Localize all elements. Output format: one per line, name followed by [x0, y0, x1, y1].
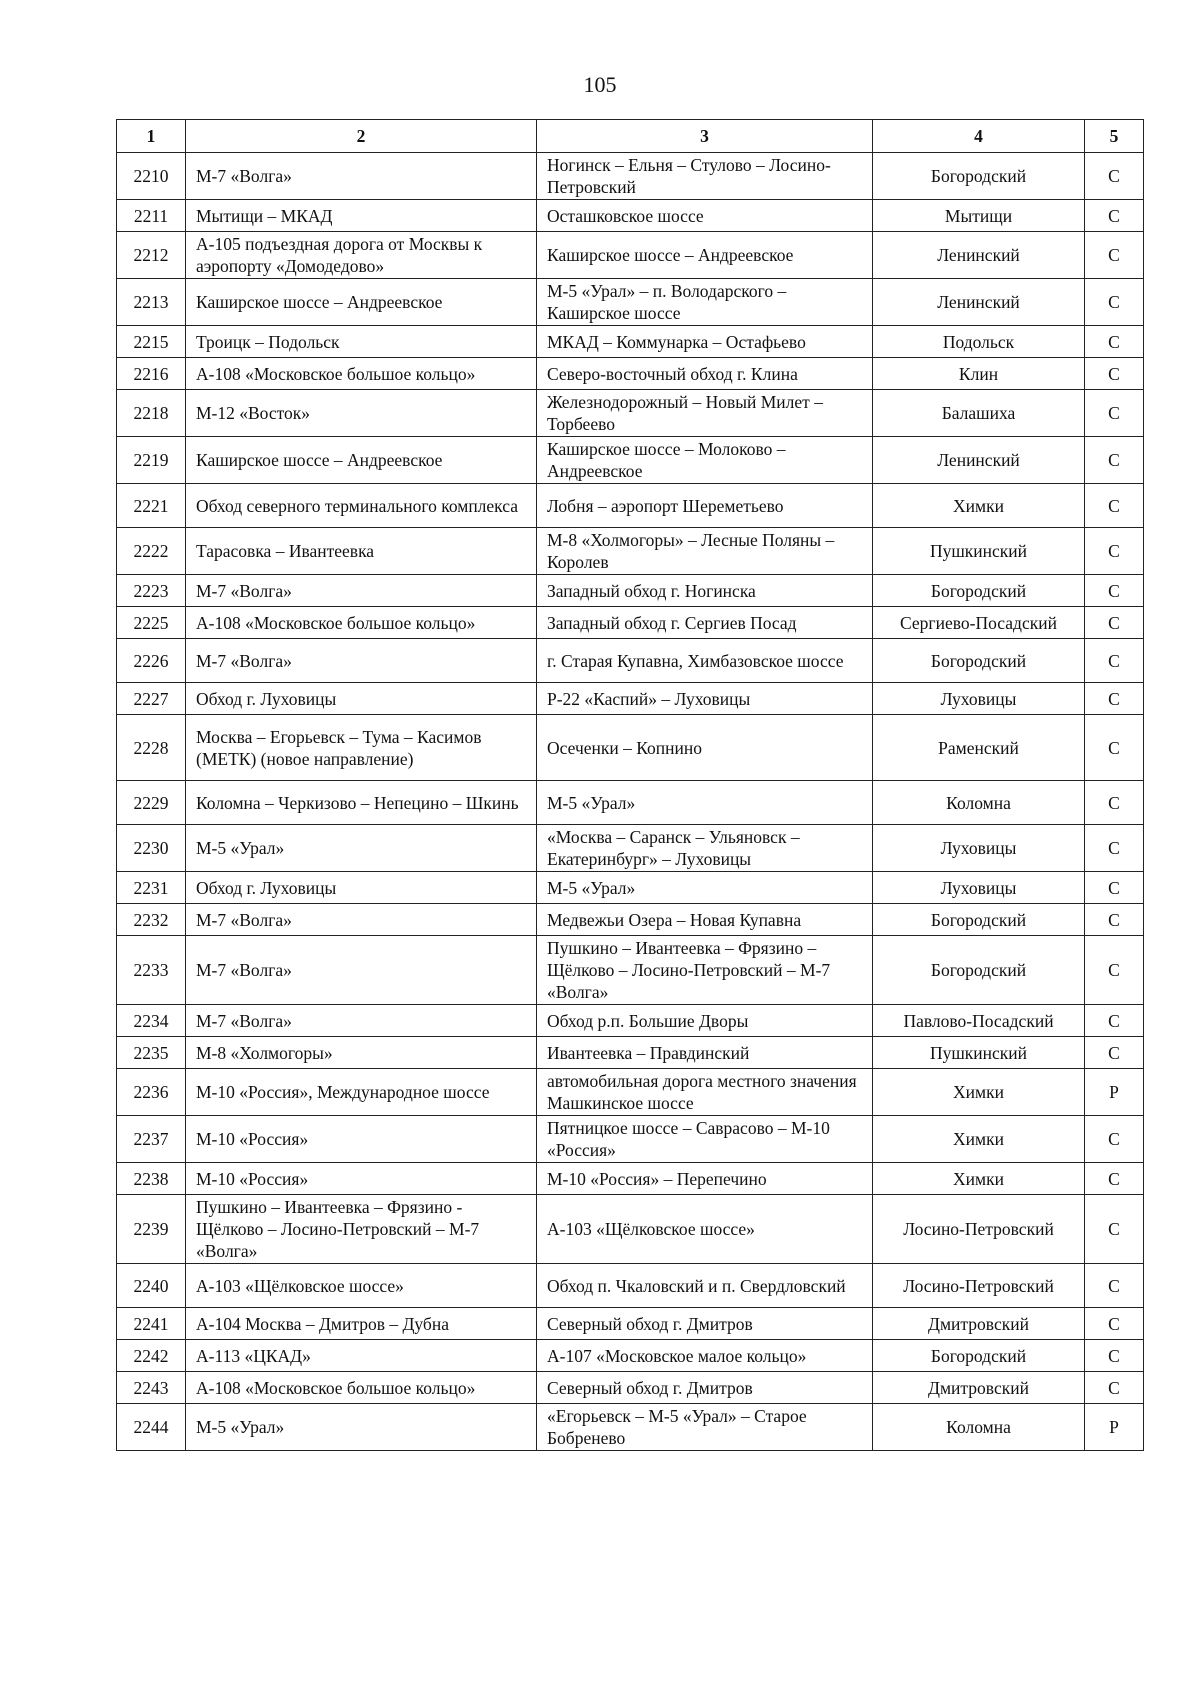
road-type: С: [1085, 683, 1144, 715]
road-name: М-5 «Урал»: [186, 1404, 537, 1451]
road-type: С: [1085, 484, 1144, 528]
road-name: Москва – Егорьевск – Тума – Касимов (МЕТК) (новое направление): [186, 715, 537, 781]
road-section: Северо-восточный обход г. Клина: [537, 358, 873, 390]
district-name: Мытищи: [873, 200, 1085, 232]
road-name: Обход северного терминального комплекса: [186, 484, 537, 528]
road-name: Троицк – Подольск: [186, 326, 537, 358]
road-type: Р: [1085, 1404, 1144, 1451]
table-row: [117, 639, 1144, 683]
column-header-1: 1: [117, 120, 186, 153]
road-section: Пятницкое шоссе – Саврасово – М-10 «Россия»: [537, 1116, 873, 1163]
table-header-row: [117, 120, 1144, 153]
district-name: Павлово-Посадский: [873, 1005, 1085, 1037]
table-row: [117, 326, 1144, 358]
table-row: [117, 232, 1144, 279]
table-row: [117, 1005, 1144, 1037]
row-number: 2218: [117, 390, 186, 437]
road-type: С: [1085, 1264, 1144, 1308]
row-number: 2242: [117, 1340, 186, 1372]
column-header-5: 5: [1085, 120, 1144, 153]
road-type: С: [1085, 936, 1144, 1005]
row-number: 2228: [117, 715, 186, 781]
road-section: М-5 «Урал»: [537, 781, 873, 825]
road-section: Осеченки – Копнино: [537, 715, 873, 781]
row-number: 2210: [117, 153, 186, 200]
page-number: 105: [583, 72, 617, 97]
row-number: 2237: [117, 1116, 186, 1163]
road-section: Медвежьи Озера – Новая Купавна: [537, 904, 873, 936]
road-type: С: [1085, 575, 1144, 607]
district-name: Луховицы: [873, 683, 1085, 715]
road-name: М-7 «Волга»: [186, 153, 537, 200]
road-section: Каширское шоссе – Молоково – Андреевское: [537, 437, 873, 484]
road-name: А-105 подъездная дорога от Москвы к аэропорту «Домодедово»: [186, 232, 537, 279]
road-type: С: [1085, 358, 1144, 390]
road-section: Железнодорожный – Новый Милет – Торбеево: [537, 390, 873, 437]
road-name: М-7 «Волга»: [186, 639, 537, 683]
road-section: Р-22 «Каспий» – Луховицы: [537, 683, 873, 715]
table-row: [117, 825, 1144, 872]
table-row: [117, 1308, 1144, 1340]
road-name: Обход г. Луховицы: [186, 683, 537, 715]
table-row: [117, 904, 1144, 936]
road-type: С: [1085, 279, 1144, 326]
road-name: М-5 «Урал»: [186, 825, 537, 872]
road-type: С: [1085, 390, 1144, 437]
table-row: [117, 1264, 1144, 1308]
row-number: 2216: [117, 358, 186, 390]
row-number: 2223: [117, 575, 186, 607]
road-section: автомобильная дорога местного значения Машкинское шоссе: [537, 1069, 873, 1116]
road-section: Обход п. Чкаловский и п. Свердловский: [537, 1264, 873, 1308]
column-header-3: 3: [537, 120, 873, 153]
road-name: М-10 «Россия»: [186, 1116, 537, 1163]
table-row: [117, 1069, 1144, 1116]
road-section: МКАД – Коммунарка – Остафьево: [537, 326, 873, 358]
road-section: А-107 «Московское малое кольцо»: [537, 1340, 873, 1372]
row-number: 2225: [117, 607, 186, 639]
district-name: Луховицы: [873, 872, 1085, 904]
district-name: Богородский: [873, 639, 1085, 683]
table-row: [117, 528, 1144, 575]
road-name: Мытищи – МКАД: [186, 200, 537, 232]
district-name: Химки: [873, 484, 1085, 528]
district-name: Богородский: [873, 1340, 1085, 1372]
road-section: «Москва – Саранск – Ульяновск – Екатеринбург» – Луховицы: [537, 825, 873, 872]
row-number: 2212: [117, 232, 186, 279]
table-row: [117, 358, 1144, 390]
row-number: 2232: [117, 904, 186, 936]
row-number: 2233: [117, 936, 186, 1005]
road-name: А-113 «ЦКАД»: [186, 1340, 537, 1372]
table-row: [117, 484, 1144, 528]
road-section: Пушкино – Ивантеевка – Фрязино – Щёлково – Лосино-Петровский – М-7 «Волга»: [537, 936, 873, 1005]
district-name: Богородский: [873, 904, 1085, 936]
road-section: М-5 «Урал» – п. Володарского – Каширское шоссе: [537, 279, 873, 326]
row-number: 2226: [117, 639, 186, 683]
road-type: С: [1085, 437, 1144, 484]
table-row: [117, 781, 1144, 825]
table-row: [117, 1163, 1144, 1195]
table-row: [117, 872, 1144, 904]
road-name: Каширское шоссе – Андреевское: [186, 437, 537, 484]
district-name: Богородский: [873, 575, 1085, 607]
table-row: [117, 936, 1144, 1005]
road-name: М-7 «Волга»: [186, 936, 537, 1005]
table-row: [117, 683, 1144, 715]
road-name: А-108 «Московское большое кольцо»: [186, 1372, 537, 1404]
road-section: М-8 «Холмогоры» – Лесные Поляны – Королев: [537, 528, 873, 575]
district-name: Пушкинский: [873, 528, 1085, 575]
district-name: Сергиево-Посадский: [873, 607, 1085, 639]
road-type: С: [1085, 825, 1144, 872]
row-number: 2235: [117, 1037, 186, 1069]
road-name: М-10 «Россия»: [186, 1163, 537, 1195]
road-section: Западный обход г. Сергиев Посад: [537, 607, 873, 639]
road-name: М-12 «Восток»: [186, 390, 537, 437]
road-type: С: [1085, 1340, 1144, 1372]
road-section: г. Старая Купавна, Химбазовское шоссе: [537, 639, 873, 683]
road-type: С: [1085, 200, 1144, 232]
road-type: С: [1085, 326, 1144, 358]
district-name: Богородский: [873, 936, 1085, 1005]
row-number: 2221: [117, 484, 186, 528]
road-type: С: [1085, 1372, 1144, 1404]
row-number: 2229: [117, 781, 186, 825]
road-name: М-7 «Волга»: [186, 1005, 537, 1037]
road-name: Пушкино – Ивантеевка – Фрязино - Щёлково – Лосино-Петровский – М-7 «Волга»: [186, 1195, 537, 1264]
district-name: Дмитровский: [873, 1372, 1085, 1404]
table-body: [117, 153, 1144, 1451]
road-name: А-104 Москва – Дмитров – Дубна: [186, 1308, 537, 1340]
district-name: Подольск: [873, 326, 1085, 358]
road-section: Лобня – аэропорт Шереметьево: [537, 484, 873, 528]
road-type: С: [1085, 715, 1144, 781]
district-name: Ленинский: [873, 279, 1085, 326]
road-name: А-108 «Московское большое кольцо»: [186, 358, 537, 390]
road-section: Осташковское шоссе: [537, 200, 873, 232]
column-header-2: 2: [186, 120, 537, 153]
table-row: [117, 200, 1144, 232]
road-name: Тарасовка – Ивантеевка: [186, 528, 537, 575]
row-number: 2239: [117, 1195, 186, 1264]
road-name: А-103 «Щёлковское шоссе»: [186, 1264, 537, 1308]
roads-table: [116, 119, 1144, 1451]
road-type: С: [1085, 1005, 1144, 1037]
road-section: Ногинск – Ельня – Стулово – Лосино-Петровский: [537, 153, 873, 200]
table-row: [117, 715, 1144, 781]
road-section: «Егорьевск – М-5 «Урал» – Старое Бобренево: [537, 1404, 873, 1451]
row-number: 2230: [117, 825, 186, 872]
road-section: А-103 «Щёлковское шоссе»: [537, 1195, 873, 1264]
row-number: 2215: [117, 326, 186, 358]
table-row: [117, 153, 1144, 200]
table-row: [117, 1340, 1144, 1372]
road-name: М-8 «Холмогоры»: [186, 1037, 537, 1069]
row-number: 2238: [117, 1163, 186, 1195]
row-number: 2222: [117, 528, 186, 575]
district-name: Химки: [873, 1116, 1085, 1163]
table-row: [117, 607, 1144, 639]
road-name: Обход г. Луховицы: [186, 872, 537, 904]
road-section: Западный обход г. Ногинска: [537, 575, 873, 607]
district-name: Химки: [873, 1069, 1085, 1116]
district-name: Ленинский: [873, 437, 1085, 484]
road-type: С: [1085, 153, 1144, 200]
road-section: Северный обход г. Дмитров: [537, 1372, 873, 1404]
row-number: 2219: [117, 437, 186, 484]
road-type: С: [1085, 639, 1144, 683]
road-section: Каширское шоссе – Андреевское: [537, 232, 873, 279]
road-section: М-5 «Урал»: [537, 872, 873, 904]
road-section: Северный обход г. Дмитров: [537, 1308, 873, 1340]
district-name: Пушкинский: [873, 1037, 1085, 1069]
district-name: Лосино-Петровский: [873, 1195, 1085, 1264]
row-number: 2236: [117, 1069, 186, 1116]
road-name: М-7 «Волга»: [186, 575, 537, 607]
road-type: С: [1085, 1037, 1144, 1069]
road-type: С: [1085, 528, 1144, 575]
row-number: 2243: [117, 1372, 186, 1404]
column-header-4: 4: [873, 120, 1085, 153]
table-row: [117, 1037, 1144, 1069]
row-number: 2244: [117, 1404, 186, 1451]
road-type: С: [1085, 1163, 1144, 1195]
road-type: С: [1085, 904, 1144, 936]
row-number: 2231: [117, 872, 186, 904]
table-row: [117, 1404, 1144, 1451]
road-name: М-7 «Волга»: [186, 904, 537, 936]
road-name: М-10 «Россия», Международное шоссе: [186, 1069, 537, 1116]
road-section: Ивантеевка – Правдинский: [537, 1037, 873, 1069]
table-row: [117, 279, 1144, 326]
district-name: Луховицы: [873, 825, 1085, 872]
row-number: 2227: [117, 683, 186, 715]
table-row: [117, 575, 1144, 607]
district-name: Коломна: [873, 781, 1085, 825]
road-name: Каширское шоссе – Андреевское: [186, 279, 537, 326]
district-name: Коломна: [873, 1404, 1085, 1451]
road-type: С: [1085, 1116, 1144, 1163]
district-name: Химки: [873, 1163, 1085, 1195]
road-section: М-10 «Россия» – Перепечино: [537, 1163, 873, 1195]
road-type: Р: [1085, 1069, 1144, 1116]
district-name: Лосино-Петровский: [873, 1264, 1085, 1308]
road-type: С: [1085, 872, 1144, 904]
row-number: 2234: [117, 1005, 186, 1037]
table-row: [117, 1195, 1144, 1264]
road-type: С: [1085, 1308, 1144, 1340]
district-name: Дмитровский: [873, 1308, 1085, 1340]
road-section: Обход р.п. Большие Дворы: [537, 1005, 873, 1037]
road-type: С: [1085, 781, 1144, 825]
road-type: С: [1085, 232, 1144, 279]
row-number: 2213: [117, 279, 186, 326]
district-name: Клин: [873, 358, 1085, 390]
district-name: Раменский: [873, 715, 1085, 781]
row-number: 2211: [117, 200, 186, 232]
table-row: [117, 1116, 1144, 1163]
district-name: Богородский: [873, 153, 1085, 200]
table-row: [117, 390, 1144, 437]
road-name: А-108 «Московское большое кольцо»: [186, 607, 537, 639]
row-number: 2241: [117, 1308, 186, 1340]
road-name: Коломна – Черкизово – Непецино – Шкинь: [186, 781, 537, 825]
road-type: С: [1085, 607, 1144, 639]
district-name: Балашиха: [873, 390, 1085, 437]
table-row: [117, 437, 1144, 484]
table-row: [117, 1372, 1144, 1404]
row-number: 2240: [117, 1264, 186, 1308]
district-name: Ленинский: [873, 232, 1085, 279]
road-type: С: [1085, 1195, 1144, 1264]
